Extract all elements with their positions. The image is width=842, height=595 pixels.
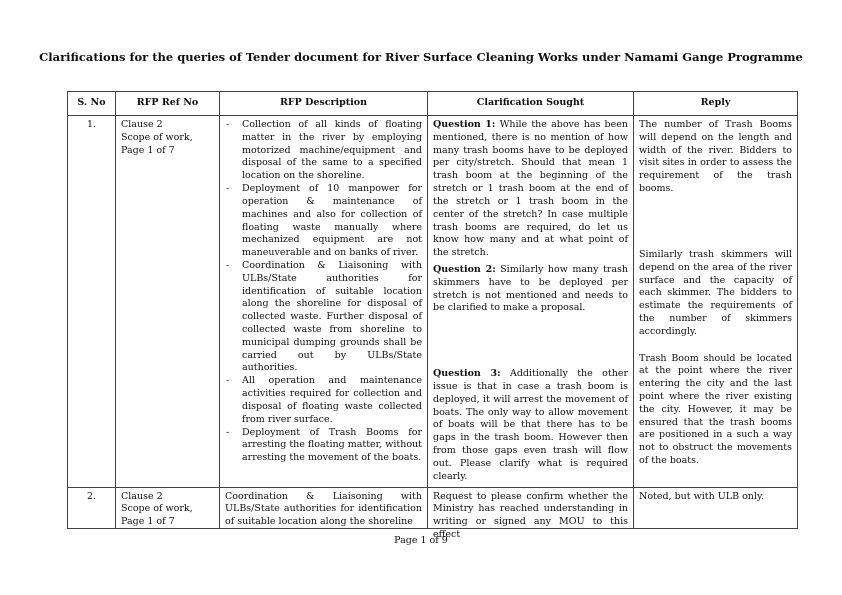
list-item: - Collection of all kinds of floating matter in the river by employing motorized machine/equipment and disposal of the same to a specified location on the shoreline. [225,119,422,183]
row-clarification-sought [428,116,634,488]
question-text: Similarly how many trash skimmers have to be deployed per stretch is not mentioned and needs to be clarified to make a proposal. [433,263,628,314]
row-rfp-description [220,116,428,488]
row-rfp-description [220,487,428,528]
header-clarification-sought: Clarification Sought [428,92,634,116]
row-reply [634,487,798,528]
question-label: Question 3: [433,368,501,380]
row-sno: 1. [68,116,116,488]
question-3 [433,368,628,483]
reply-1: The number of Trash Booms will depend on the length and width of the river. Bidders to visit sites in order to assess the requirement of the trash booms. [639,119,792,195]
row-clarification-sought [428,487,634,540]
row-rfp-ref [116,487,220,528]
row-sno: 2. [68,487,116,528]
description-list [225,119,422,465]
question-label: Question 2: [433,263,496,275]
header-reply: Reply [634,92,798,116]
reply-2: Similarly trash skimmers will depend on the area of the river surface and the capacity of each skimmer. The bidders to estimate the requirements of the number of skimmers accordingly. [639,248,792,337]
row-reply [634,116,798,488]
page-number: Page 1 of 9 [394,535,448,546]
question-text: Additionally the other issue is that in case a trash boom is deployed, it will arrest the movement of boats. The only way to allow movement of boats will be that there has to be gaps in the trash boom. However then from those gaps even trash will flow out. Please clarify what is required clearly. [433,368,628,482]
table-row [68,116,798,488]
header-rfp-description: RFP Description [220,92,428,116]
list-item: - Deployment of 10 manpower for operation & maintenance of machines and also for collection of floating waste manually where mechanized equipment are not maneuverable and on banks of river. [225,183,422,260]
clarifications-table [67,91,798,540]
question-2 [433,264,628,315]
question-text: While the above has been mentioned, there is no mention of how many trash booms have to be deployed per city/stretch. Should that mean 1 trash boom at the beginning of the stretch or 1 trash boom at the end of the stretch or 1 trash boom in the center of the stretch? In case multiple trash booms are required, do let us know how many and at what point of the stretch. [433,119,628,259]
ref-text: Clause 2 Scope of work, Page 1 of 7 [121,490,193,528]
header-sno: S. No [68,92,116,116]
clarification-text: Request to please confirm whether the Ministry has reached understanding in writing or signed any MOU to this effect [433,490,628,540]
document-title: Clarifications for the queries of Tender document for River Surface Cleaning Works under Namami Gange Programme [39,50,803,64]
description-text: Coordination & Liaisoning with ULBs/State authorities for identification of suitable location along the shoreline [225,490,422,528]
list-item: - All operation and maintenance activities required for collection and disposal of floating waste collected from river surface. [225,375,422,426]
question-label: Question 1: [433,119,496,130]
reply-text: Noted, but with ULB only. [639,490,765,502]
reply-3: Trash Boom should be located at the point where the river entering the city and the last point where the river existing the city. However, it may be ensured that the trash booms are positioned in a such a way not to obstruct the movements of the boats. [639,352,792,467]
question-1 [433,119,628,260]
table-header-row [68,92,798,116]
ref-text: Clause 2 Scope of work, Page 1 of 7 [121,119,193,156]
header-rfp-ref: RFP Ref No [116,92,220,116]
row-rfp-ref [116,116,220,488]
list-item: - Deployment of Trash Booms for arresting the floating matter, without arresting the movement of the boats. [225,427,422,465]
list-item: - Coordination & Liaisoning with ULBs/State authorities for identification of suitable location along the shoreline for disposal of collected waste. Further disposal of collected waste from shoreline to municipal dumping grounds shall be carried out by ULBs/State authorities. [225,260,422,375]
table-row [68,487,798,528]
